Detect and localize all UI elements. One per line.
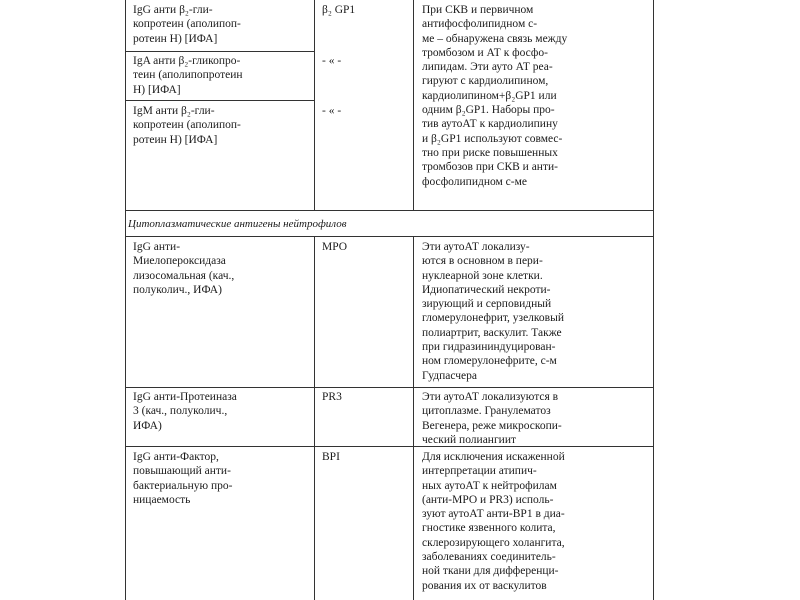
- table-cell-description: Эти аутоАТ локализу- ются в основном в пери- нуклеарной зоне клетки. Идиопатический некроти- зирующий и серповидный гломерулонефрит, узелковый полиартрит, васкулит. Также при гидразининдуцирован- ном гломерулонефрите, с-м Гудпасчера: [422, 241, 564, 382]
- table-cell-code: МРО: [322, 241, 348, 253]
- column-divider-1: [314, 236, 315, 600]
- row-divider: [125, 100, 314, 101]
- table-cell-code: - « -: [322, 105, 342, 117]
- row-divider: [125, 210, 654, 211]
- column-divider-2: [413, 0, 414, 210]
- table-cell-code: β₂ GP1: [322, 4, 356, 16]
- table-cell-description: Эти аутоАТ локализуются в цитоплазме. Гранулематоз Вегенера, реже микроскопи- ческий полиангиит: [422, 391, 562, 446]
- table-cell-antibody: IgG анти- Миелопероксидаза лизосомальная (кач., полуколич., ИФА): [133, 241, 235, 296]
- table-cell-antibody: IgA анти β₂-гликопро- теин (аполипопротеин Н) [ИФА]: [133, 55, 243, 96]
- table-cell-code: PR3: [322, 391, 342, 403]
- row-divider: [125, 51, 314, 52]
- table-cell-code: BPI: [322, 451, 340, 463]
- section-header: Цитоплазматические антигены нейтрофилов: [128, 218, 347, 230]
- column-divider-1: [314, 0, 315, 210]
- table-cell-description: Для исключения искаженной интерпретации атипич- ных аутоАТ к нейтрофилам (анти-МРО и PR3) исполь- зуют аутоАТ анти-BP1 в диа- гностике язвенного колита, склерозирующего холангита, заболеваниях соединитель- ной ткани для дифференци- рования их от васкулитов: [422, 451, 565, 592]
- row-divider: [125, 387, 654, 388]
- table-cell-antibody: IgG анти-Протеиназа 3 (кач., полуколич., ИФА): [133, 391, 237, 432]
- table-border-right: [653, 0, 654, 600]
- column-divider-2: [413, 236, 414, 600]
- row-divider: [125, 236, 654, 237]
- table-cell-antibody: IgG анти β₂-гли- копротеин (аполипоп- ротеин Н) [ИФА]: [133, 4, 241, 45]
- table-border-left: [125, 0, 126, 600]
- table-cell-antibody: IgM анти β₂-гли- копротеин (аполипоп- ротеин Н) [ИФА]: [133, 105, 241, 146]
- table-cell-code: - « -: [322, 55, 342, 67]
- table-cell-description: При СКВ и первичном антифосфолипидном с- ме – обнаружена связь между тромбозом и АТ к фосфо- липидам. Эти ауто АТ реа- гируют с кардиолипином, кардиолипином+β₂GP1 или одним β₂GP1. Наборы про- тив аутоАТ к кардиолипину и β₂GP1 используют совмес- тно при риске повышенных тромбозов при СКВ и анти- фосфолипидном с-ме: [422, 4, 568, 188]
- table-cell-antibody: IgG анти-Фактор, повышающий анти- бактериальную про- ницаемость: [133, 451, 233, 506]
